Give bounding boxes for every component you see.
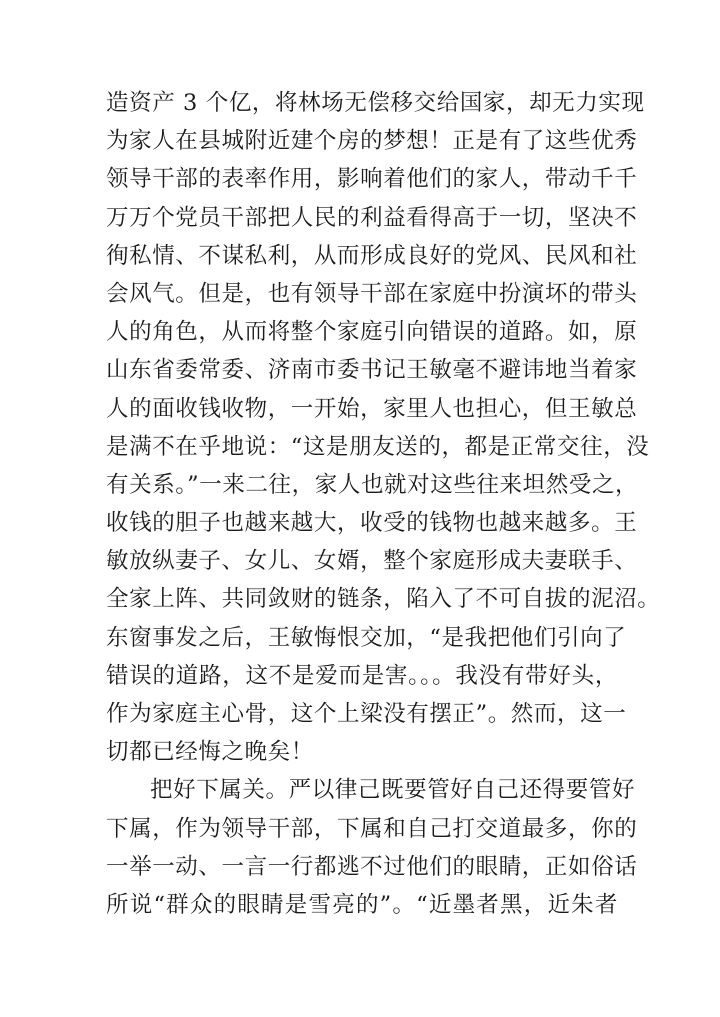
text-line: 造资产 3 个亿，将林场无偿移交给国家，却无力实现 — [106, 90, 645, 116]
text-line: 有关系。”一来二往，家人也就对这些往来坦然受之， — [106, 471, 639, 498]
text-line: 敏放纵妻子、女儿、女婿，整个家庭形成夫妻联手、 — [106, 548, 638, 575]
paragraph-end-line: 切都已经悔之晚矣！ — [106, 739, 314, 766]
text-line: 东窗事发之后，王敏悔恨交加，“是我把他们引向了 — [106, 624, 627, 651]
text-line: 领导干部的表率作用，影响着他们的家人，带动千千 — [106, 166, 638, 193]
text-line: 错误的道路，这不是爱而是害。。。我没有带好头， — [106, 662, 618, 689]
text-line: 下属，作为领导干部，下属和自己打交道最多，你的 — [106, 815, 638, 842]
text-line: 全家上阵、共同敛财的链条，陷入了不可自拔的泥沼。 — [106, 586, 661, 613]
text-line: 山东省委常委、济南市委书记王敏毫不避讳地当着家 — [106, 357, 638, 384]
text-line: 作为家庭主心骨，这个上梁没有摆正”。然而，这一 — [106, 701, 627, 727]
text-line: 为家人在县城附近建个房的梦想！正是有了这些优秀 — [106, 128, 638, 155]
text-line: 一举一动、一言一行都逃不过他们的眼睛，正如俗话 — [106, 853, 638, 880]
paragraph-start-line: 把好下属关。严以律己既要管好自己还得要管好 — [150, 777, 636, 804]
text-line: 会风气。但是，也有领导干部在家庭中扮演坏的带头 — [106, 280, 638, 307]
text-line: 万万个党员干部把人民的利益看得高于一切，坚决不 — [106, 204, 638, 231]
text-line: 人的角色，从而将整个家庭引向错误的道路。如，原 — [106, 319, 638, 346]
text-line: 收钱的胆子也越来越大，收受的钱物也越来越多。王 — [106, 510, 638, 537]
text-line: 所说“群众的眼睛是雪亮的”。“近墨者黑，近朱者 — [106, 891, 618, 918]
text-line: 徇私情、不谋私利，从而形成良好的党风、民风和社 — [106, 242, 638, 269]
text-line: 是满不在乎地说：“这是朋友送的，都是正常交往，没 — [106, 433, 650, 460]
body-text — [106, 84, 661, 924]
text-line: 人的面收钱收物，一开始，家里人也担心，但王敏总 — [106, 395, 638, 422]
